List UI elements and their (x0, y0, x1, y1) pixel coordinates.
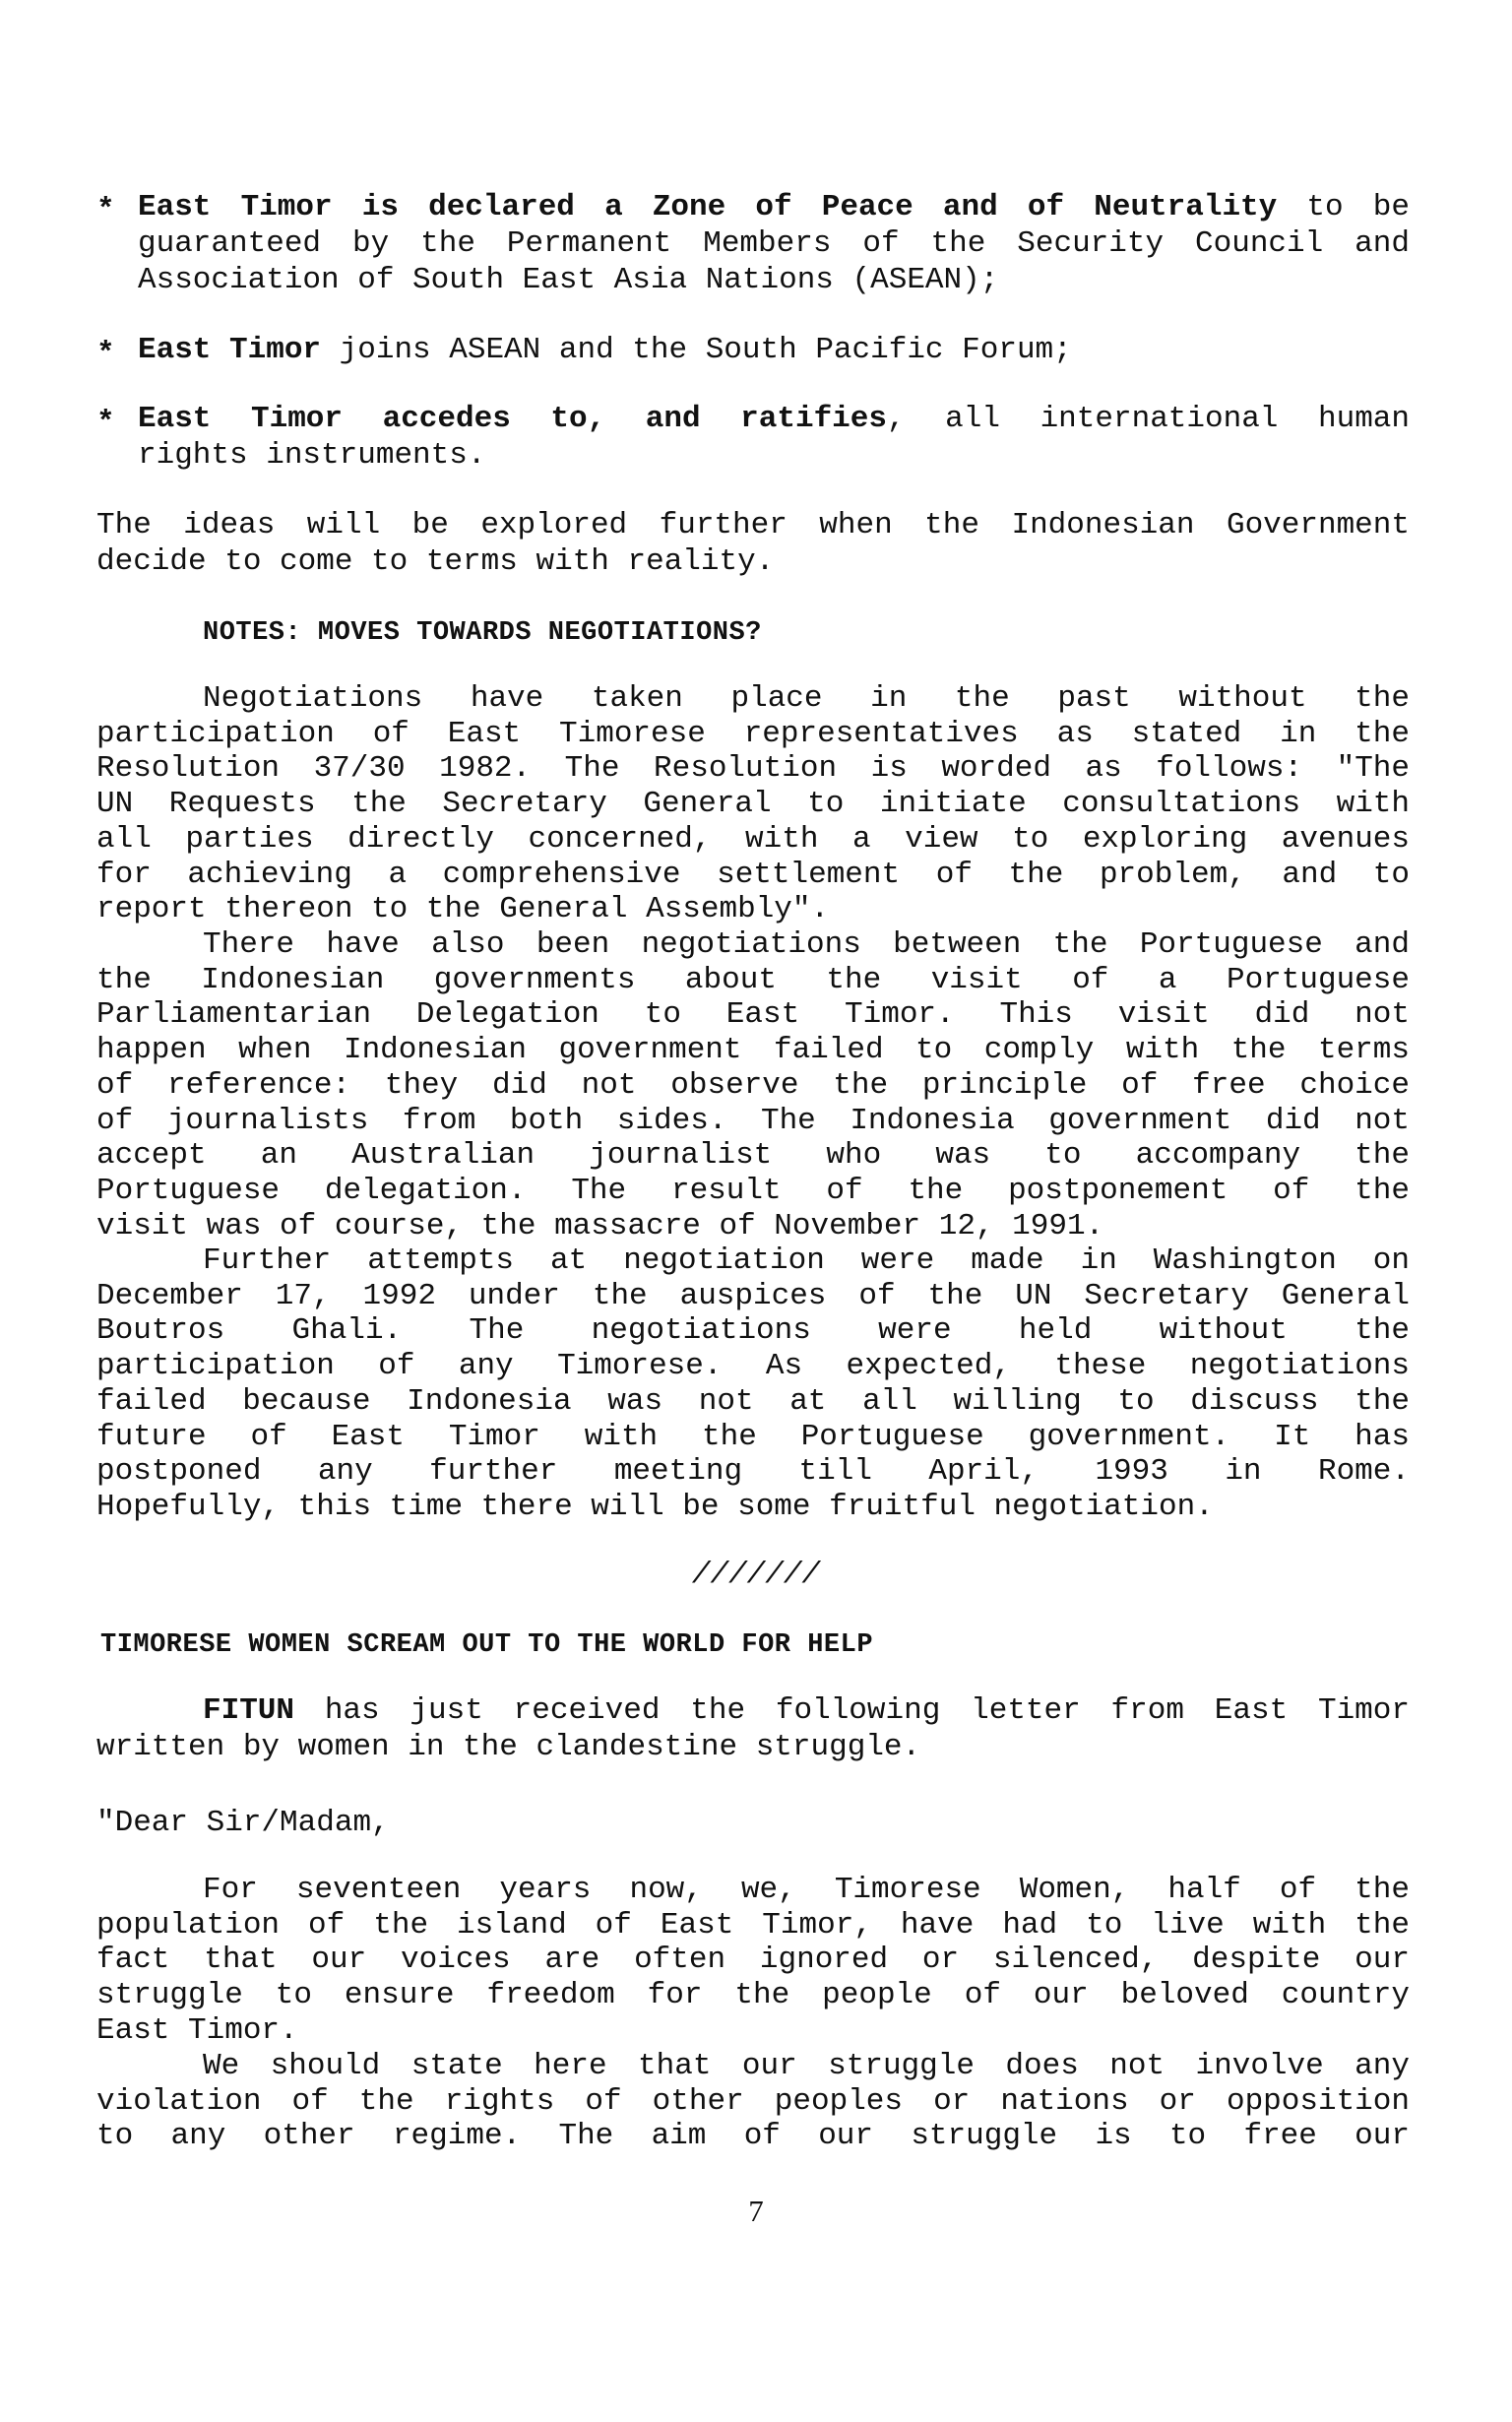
negotiations-paragraph-1: Negotiations have taken place in the past without the participation of East Timorese representatives as stated in the Resolution 37/30 1982. The Resolution is worded as follows: "The UN Requests the Secretary General to initiate consultations with all parties directly concerned, with a view to exploring avenues for achieving a comprehensive settlement of the problem, and to report thereon to the General Assembly". (96, 681, 1410, 927)
letter-paragraph-1: For seventeen years now, we, Timorese Women, half of the population of the island of East Timor, have had to live with the fact that our voices are often ignored or silenced, despite our struggle to ensure freedom for the people of our beloved country East Timor. (96, 1873, 1410, 2048)
section-separator: /////// (691, 1558, 821, 1592)
bullet-bold-text: East Timor accedes to, and ratifies (138, 402, 887, 436)
ideas-paragraph: The ideas will be explored further when the Indonesian Government decide to come to terms with reality. (96, 508, 1410, 579)
women-heading: TIMORESE WOMEN SCREAM OUT TO THE WORLD FOR HELP (100, 1630, 874, 1660)
negotiations-paragraph-3: Further attempts at negotiation were made in Washington on December 17, 1992 under the auspices of the UN Secretary General Boutros Ghali. The negotiations were held without the participation of any Timorese. As expected, these negotiations failed because Indonesia was not at all willing to discuss the future of East Timor with the Portuguese government. It has postponed any further meeting till April, 1993 in Rome. Hopefully, this time there will be some fruitful negotiation. (96, 1243, 1410, 1524)
fitun-paragraph: FITUN has just received the following letter from East Timor written by women in the clandestine struggle. (96, 1693, 1410, 1764)
negotiations-paragraph-2: There have also been negotiations between the Portuguese and the Indonesian governments about the visit of a Portuguese Parliamentarian Delegation to East Timor. This visit did not happen when Indonesian government failed to comply with the terms of reference: they did not observe the principle of free choice of journalists from both sides. The Indonesia government did not accept an Australian journalist who was to accompany the Portuguese delegation. The result of the postponement of the visit was of course, the massacre of November 12, 1991. (96, 927, 1410, 1243)
letter-paragraph-2: We should state here that our struggle does not involve any violation of the rights of other peoples or nations or opposition to any other regime. The aim of our struggle is to free our (96, 2049, 1410, 2154)
bullet-joins-asean: East Timor joins ASEAN and the South Pacific Forum; (138, 333, 1072, 367)
bullet-bold-text: East Timor is declared a Zone of Peace and of Neutrality (138, 190, 1278, 224)
notes-heading: NOTES: MOVES TOWARDS NEGOTIATIONS? (203, 618, 762, 648)
bullet-zone-of-peace: East Timor is declared a Zone of Peace and of Neutrality to be guaranteed by the Permanent Members of the Security Council and Association of South East Asia Nations (ASEAN); (138, 190, 1410, 297)
letter-salutation: "Dear Sir/Madam, (96, 1806, 390, 1840)
bullet-marker: * (96, 406, 115, 440)
page-number: 7 (748, 2194, 764, 2228)
bullet-accedes: East Timor accedes to, and ratifies, all international human rights instruments. (138, 402, 1411, 473)
bullet-bold-text: East Timor (138, 333, 322, 367)
fitun-name: FITUN (203, 1693, 295, 1728)
bullet-marker: * (96, 193, 115, 227)
bullet-marker: * (96, 337, 115, 371)
